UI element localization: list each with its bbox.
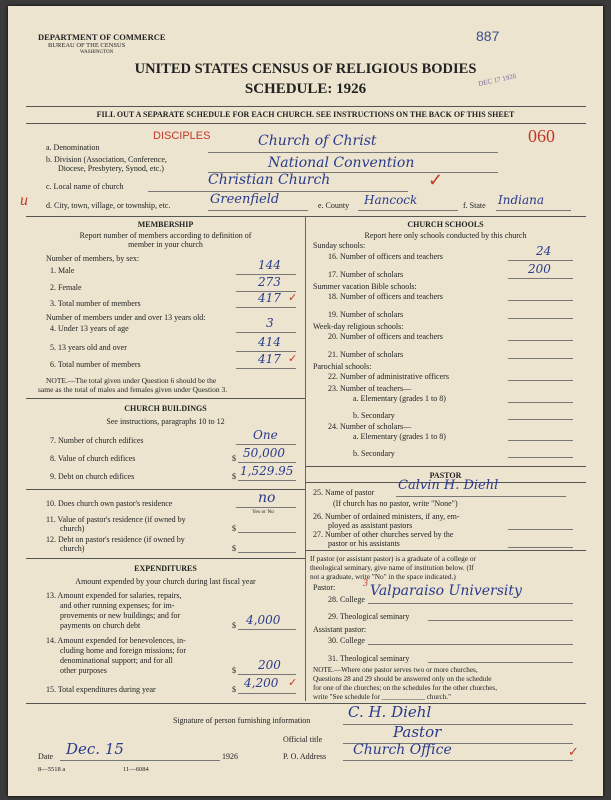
sunday-scholars-label: 17. Number of scholars: [328, 270, 404, 279]
edifices-label: 7. Number of church edifices: [50, 436, 144, 445]
city-value: Greenfield: [210, 192, 280, 207]
denomination-stamp: DISCIPLES: [153, 130, 211, 142]
asst-seminary-label: 31. Theological seminary: [328, 654, 410, 663]
dollar-sign: $: [232, 454, 236, 463]
benevolences-label-3: denominational support; and for all: [60, 656, 173, 665]
check-mark: ✓: [428, 170, 444, 190]
residence-owned-label: 10. Does church own pastor's residence: [46, 499, 173, 508]
check-mark: ✓: [568, 744, 579, 759]
benevolences-value: 200: [258, 658, 281, 672]
seminary-label: 29. Theological seminary: [328, 612, 410, 621]
sunday-schools-label: Sunday schools:: [313, 241, 366, 250]
college-value: Valparaiso University: [370, 583, 522, 599]
benevolences-label-1: 14. Amount expended for benevolences, in-: [46, 636, 186, 645]
dollar-sign: $: [232, 621, 236, 630]
buildings-heading: CHURCH BUILDINGS: [124, 404, 207, 413]
year-label: 1926: [222, 752, 238, 761]
form-code-1: 8—5518 a: [38, 766, 66, 773]
college-label: 28. College: [328, 595, 365, 604]
form-number: 887: [476, 28, 500, 44]
denomination-value: Church of Christ: [258, 133, 377, 149]
division-label-2: Diocese, Presbytery, Synod, etc.): [58, 164, 164, 173]
pastor-note-4: write "See schedule for ____________ church.": [313, 693, 452, 701]
weekday-officers-label: 20. Number of officers and teachers: [328, 332, 443, 341]
division-label-1: b. Division (Association, Conference,: [46, 155, 167, 164]
edifices-value: One: [253, 428, 278, 442]
membership-intro-2: member in your church: [128, 240, 203, 249]
residence-debt-label-2: church): [60, 544, 85, 553]
assistant-pastor-label: Assistant pastor:: [313, 625, 367, 634]
scholars-secondary-label: b. Secondary: [353, 449, 395, 458]
dollar-sign: $: [232, 666, 236, 675]
received-date-stamp: DEC 17 1926: [477, 72, 517, 88]
pastor-note-2: Questions 28 and 29 should be answered only on the schedule: [313, 675, 492, 683]
parochial-teachers-label: 23. Number of teachers—: [328, 384, 412, 393]
male-value: 144: [258, 258, 281, 272]
female-value: 273: [258, 275, 281, 289]
pastor-note-1: NOTE.—Where one pastor serves two or more churches,: [313, 666, 478, 674]
over-13-label: 5. 13 years old and over: [50, 343, 127, 352]
pastor-name-label: 25. Name of pastor: [313, 488, 375, 497]
dollar-sign: $: [232, 685, 236, 694]
city-label: WASHINGTON: [80, 50, 114, 55]
running-expenses-label-4: payments on church debt: [60, 621, 141, 630]
running-expenses-value: 4,000: [246, 613, 281, 627]
total-expenditures-value: 4,200: [244, 676, 279, 690]
membership-note-1: NOTE.—The total given under Question 6 should be the: [46, 376, 217, 385]
instruction-text: FILL OUT A SEPARATE SCHEDULE FOR EACH CHURCH. SEE INSTRUCTIONS ON THE BACK OF THIS SHEET: [96, 110, 515, 119]
graduate-note-2: theological seminary, give name of institution below. (If: [310, 563, 474, 572]
membership-intro-1: Report number of members according to definition of: [79, 231, 252, 240]
benevolences-label-2: cluding home and foreign missions; for: [60, 646, 186, 655]
parochial-schools-label: Parochial schools:: [313, 362, 372, 371]
other-churches-label-2: pastor or his assistants: [328, 539, 400, 548]
expenditures-heading: EXPENDITURES: [134, 564, 197, 573]
edifice-debt-label: 9. Debt on church edifices: [50, 472, 135, 481]
dollar-sign: $: [232, 524, 236, 533]
parochial-admin-label: 22. Number of administrative officers: [328, 372, 449, 381]
other-churches-label-1: 27. Number of other churches served by the: [313, 530, 454, 539]
male-label: 1. Male: [50, 266, 75, 275]
county-value: Hancock: [364, 193, 418, 207]
asst-college-label: 30. College: [328, 636, 365, 645]
state-value: Indiana: [498, 193, 545, 207]
sunday-officers-value: 24: [536, 244, 552, 258]
age-intro-label: Number of members under and over 13 years old:: [46, 313, 206, 322]
female-label: 2. Female: [50, 283, 82, 292]
county-label: e. County: [318, 201, 350, 210]
po-address-label: P. O. Address: [283, 752, 327, 761]
official-title-value: Pastor: [393, 723, 442, 741]
running-expenses-label-1: 13. Amount expended for salaries, repairs,: [46, 591, 182, 600]
total-members-label: 3. Total number of members: [50, 299, 141, 308]
members-by-sex-label: Number of members, by sex:: [46, 254, 140, 263]
pastor-name-note: (If church has no pastor, write "None"): [333, 499, 458, 508]
date-value: Dec. 15: [66, 740, 124, 758]
sunday-scholars-value: 200: [528, 262, 551, 276]
residence-debt-label-1: 12. Debt on pastor's residence (if owned by: [46, 535, 185, 544]
assistant-pastors-label-2: ployed as assistant pastors: [328, 521, 413, 530]
under-13-label: 4. Under 13 years of age: [50, 324, 129, 333]
city-label: d. City, town, village, or township, etc.: [46, 201, 171, 210]
denomination-label: a. Denomination: [46, 143, 100, 152]
division-value: National Convention: [268, 155, 415, 171]
edifice-value-label: 8. Value of church edifices: [50, 454, 136, 463]
sunday-officers-label: 16. Number of officers and teachers: [328, 252, 443, 261]
graduate-note-3: not a graduate, write "No" in the space indicated.): [310, 572, 456, 581]
total-members-2-value: 417: [258, 352, 281, 366]
scholars-elementary-label: a. Elementary (grades 1 to 8): [353, 432, 446, 441]
department-label: DEPARTMENT OF COMMERCE: [38, 32, 166, 42]
signature-value: C. H. Diehl: [348, 703, 432, 721]
summer-officers-label: 18. Number of officers and teachers: [328, 292, 443, 301]
official-title-label: Official title: [283, 735, 323, 744]
pastor-heading: PASTOR: [429, 471, 462, 480]
check-mark: ✓: [288, 677, 298, 689]
weekday-schools-label: Week-day religious schools:: [313, 322, 404, 331]
teachers-elementary-label: a. Elementary (grades 1 to 8): [353, 394, 446, 403]
assistant-pastors-label-1: 26. Number of ordained ministers, if any, em-: [313, 512, 460, 521]
pastor-note-3: for one of the churches; on the schedules for the other churches,: [313, 684, 498, 692]
page-title: UNITED STATES CENSUS OF RELIGIOUS BODIES: [134, 61, 477, 77]
total-members-2-label: 6. Total number of members: [50, 360, 141, 369]
pastor-name-value: Calvin H. Diehl: [398, 478, 499, 493]
teachers-secondary-label: b. Secondary: [353, 411, 395, 420]
expenditures-intro: Amount expended by your church during last fiscal year: [75, 577, 256, 586]
state-label: f. State: [463, 201, 486, 210]
parochial-scholars-label: 24. Number of scholars—: [328, 422, 412, 431]
pastor-sub-label: Pastor:: [313, 583, 336, 592]
residence-owned-value: no: [258, 490, 276, 506]
check-mark: ✓: [288, 353, 298, 365]
edifice-debt-value: 1,529.95: [240, 464, 294, 478]
graduate-note-1: If pastor (or assistant pastor) is a graduate of a college or: [310, 554, 476, 563]
buildings-intro: See instructions, paragraphs 10 to 12: [106, 417, 225, 426]
dollar-sign: $: [232, 544, 236, 553]
running-expenses-label-2: and other running expenses; for im-: [60, 601, 175, 610]
code-mark: 060: [528, 126, 555, 146]
summer-scholars-label: 19. Number of scholars: [328, 310, 404, 319]
residence-value-label-2: church): [60, 524, 85, 533]
po-address-value: Church Office: [353, 742, 452, 758]
yes-no-hint: Yes or No: [252, 509, 275, 515]
total-expenditures-label: 15. Total expenditures during year: [46, 685, 156, 694]
edifice-value-value: 50,000: [243, 446, 285, 460]
weekday-scholars-label: 21. Number of scholars: [328, 350, 404, 359]
summer-schools-label: Summer vacation Bible schools:: [313, 282, 417, 291]
signature-label: Signature of person furnishing information: [173, 716, 311, 725]
over-13-value: 414: [258, 335, 281, 349]
benevolences-label-4: other purposes: [60, 666, 107, 675]
local-name-value: Christian Church: [208, 172, 331, 188]
dollar-sign: $: [232, 472, 236, 481]
under-13-value: 3: [266, 316, 274, 330]
date-label: Date: [38, 752, 54, 761]
residence-value-label-1: 11. Value of pastor's residence (if owned by: [46, 515, 186, 524]
form-code-2: 11—6084: [123, 766, 149, 773]
margin-mark: u: [20, 192, 28, 209]
schools-heading: CHURCH SCHOOLS: [407, 220, 484, 229]
membership-note-2: same as the total of males and females given under Question 3.: [38, 385, 228, 394]
running-expenses-label-3: provements or new buildings; and for: [60, 611, 181, 620]
college-mark: 3: [363, 578, 368, 589]
page-subtitle: SCHEDULE: 1926: [244, 81, 367, 97]
check-mark: ✓: [288, 292, 298, 304]
local-name-label: c. Local name of church: [46, 182, 124, 191]
bureau-label: BUREAU OF THE CENSUS: [48, 42, 126, 49]
membership-heading: MEMBERSHIP: [137, 220, 194, 229]
total-members-value: 417: [258, 291, 281, 305]
census-schedule-sheet: [8, 6, 603, 796]
schools-intro: Report here only schools conducted by this church: [364, 231, 527, 240]
